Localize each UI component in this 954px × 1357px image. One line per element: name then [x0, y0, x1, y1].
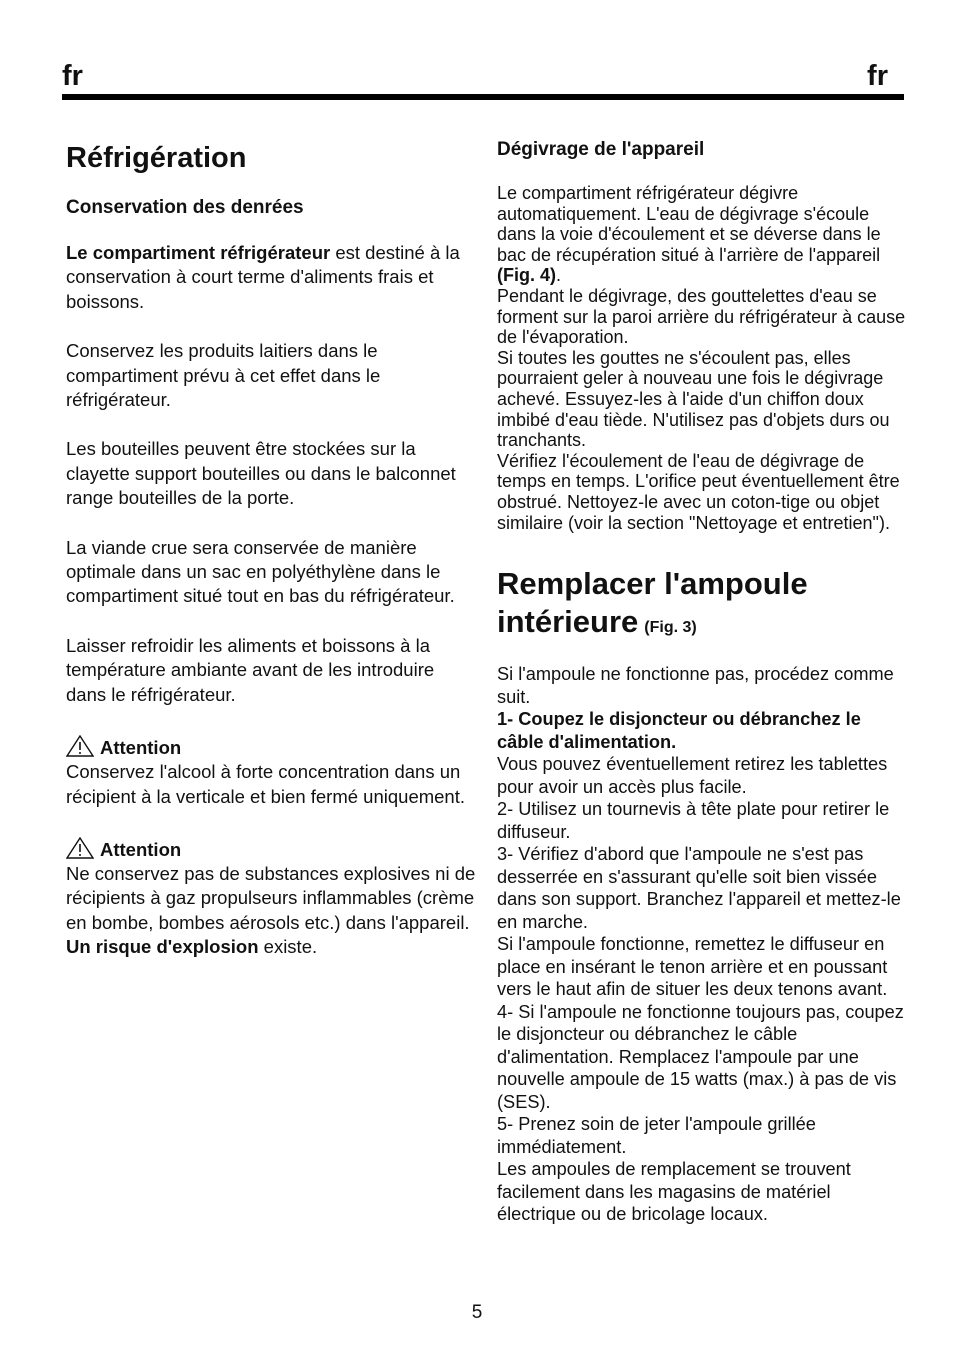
paragraph-defrost-auto [497, 183, 909, 286]
paragraph-compartment [66, 241, 476, 314]
defrost-fig-ref: (Fig. 4) [497, 265, 556, 286]
compartment-text: est destiné à la conservation à court terme d'aliments frais et boissons. [66, 242, 460, 312]
header-language-right: fr [867, 60, 888, 92]
bulb-fig-ref: (Fig. 3) [644, 619, 697, 637]
header-rule [62, 94, 904, 100]
subsection-title-storage: Conservation des denrées [66, 197, 304, 218]
bulb-title-line1: Remplacer l'ampoule [497, 566, 808, 602]
paragraph-bulb-replacement: Les ampoules de remplacement se trouvent facilement dans les magasins de matériel électrique ou de bricolage locaux. [497, 1159, 851, 1225]
defrost-text-end: . [556, 265, 562, 286]
paragraph-explosives: Ne conservez pas de substances explosives ni de récipients à gaz propulseurs inflammables (crème en bombe, bombes aérosols etc.) dans l'appareil. [66, 862, 476, 933]
warning-triangle-icon [66, 735, 94, 757]
subsection-title-defrost: Dégivrage de l'appareil [497, 139, 705, 160]
right-column [497, 138, 909, 1226]
section-title-bulb [497, 565, 909, 647]
section-title-refrigeration: Réfrigération [66, 142, 247, 174]
page-number: 5 [471, 1302, 483, 1323]
risk-bold-text: Un risque d'explosion [66, 936, 259, 958]
paragraph-defrost-wipe: Si toutes les gouttes ne s'écoulent pas, elles pourraient geler à nouveau une fois le dégivrage achevé. Essuyez-les à l'aide d'un chiffon doux imbibé d'eau tiède. N'utilisez pas d'objets durs ou tranchants. [497, 347, 890, 451]
paragraph-bulb-step4: 4- Si l'ampoule ne fonctionne toujours pas, coupez le disjoncteur ou débranchez le câble d'alimentation. Remplacez l'ampoule par une nouvelle ampoule de 15 watts (max.) à pas de vis (SES). [497, 1001, 904, 1112]
paragraph-defrost-droplets: Pendant le dégivrage, des gouttelettes d'eau se forment sur la paroi arrière du réfrigérateur à cause de l'évaporation. [497, 285, 906, 348]
paragraph-explosion-risk [66, 935, 476, 959]
paragraph-bulb-intro: Si l'ampoule ne fonctionne pas, procédez comme suit. [497, 664, 894, 707]
paragraph-bulb-step5: 5- Prenez soin de jeter l'ampoule grillée immédiatement. [497, 1114, 816, 1157]
left-column [66, 138, 476, 960]
paragraph-bulb-step3: 3- Vérifiez d'abord que l'ampoule ne s'est pas desserrée en s'assurant qu'elle soit bien vissée dans son support. Branchez l'appareil et mettez-le en marche. [497, 844, 901, 932]
paragraph-alcohol: Conservez l'alcool à forte concentration dans un récipient à la verticale et bien fermé uniquement. [66, 761, 465, 807]
paragraph-bulb-step1: 1- Coupez le disjoncteur ou débranchez le câble d'alimentation. [497, 709, 861, 752]
attention-label-1: Attention [100, 737, 182, 759]
paragraph-bottles: Les bouteilles peuvent être stockées sur la clayette support bouteilles ou dans le balconnet range bouteilles de la porte. [66, 438, 456, 509]
warning-triangle-icon [66, 837, 94, 859]
header-language-left: fr [62, 60, 83, 92]
paragraph-meat: La viande crue sera conservée de manière optimale dans un sac en polyéthylène dans le compartiment situé tout en bas du réfrigérateur. [66, 536, 455, 607]
bulb-title-line2: intérieure [497, 604, 639, 640]
attention-heading-2 [66, 837, 476, 862]
paragraph-bulb-shelves: Vous pouvez éventuellement retirez les tablettes pour avoir un accès plus facile. [497, 754, 888, 797]
attention-heading-1 [66, 735, 476, 760]
paragraph-cooling: Laisser refroidir les aliments et boissons à la température ambiante avant de les introduire dans le réfrigérateur. [66, 634, 435, 705]
paragraph-defrost-check: Vérifiez l'écoulement de l'eau de dégivrage de temps en temps. L'orifice peut éventuellement être obstrué. Nettoyez-le avec un coton-tige ou objet similaire (voir la section "Nettoyage et entretien"). [497, 450, 900, 533]
risk-text: existe. [258, 936, 318, 958]
defrost-text: Le compartiment réfrigérateur dégivre automatiquement. L'eau de dégivrage s'écoule dans la voie d'écoulement et se déverse dans le bac de récupération situé à l'arrière de l'appareil [497, 183, 881, 265]
attention-label-2: Attention [100, 838, 182, 860]
paragraph-bulb-step2: 2- Utilisez un tournevis à tête plate pour retirer le diffuseur. [497, 799, 890, 842]
paragraph-dairy: Conservez les produits laitiers dans le compartiment prévu à cet effet dans le réfrigérateur. [66, 340, 381, 411]
compartment-bold-text: Le compartiment réfrigérateur [66, 242, 331, 263]
paragraph-bulb-works: Si l'ampoule fonctionne, remettez le diffuseur en place en insérant le tenon arrière et en poussant vers le haut afin de situer les deux tenons avant. [497, 934, 888, 1000]
